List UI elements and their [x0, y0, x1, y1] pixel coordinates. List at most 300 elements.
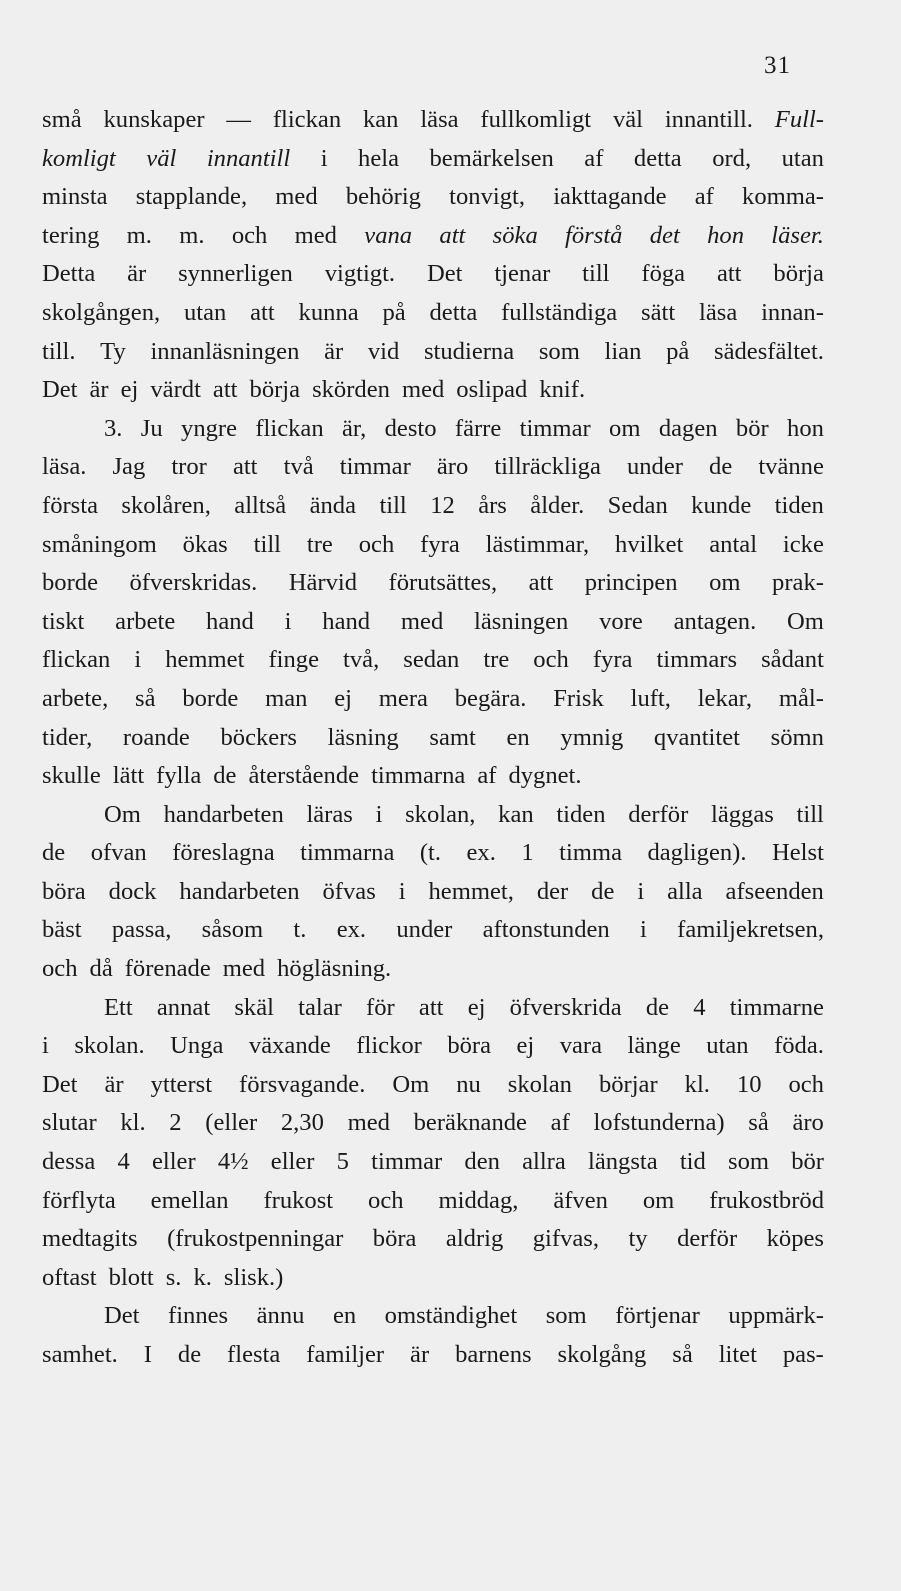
- word: komligt: [42, 144, 116, 172]
- word: äfven: [553, 1186, 608, 1214]
- word: skolgången,: [42, 298, 161, 326]
- word: böra: [372, 1225, 417, 1253]
- text-line: [42, 641, 824, 680]
- word: de: [177, 1341, 202, 1368]
- word: 3.: [104, 414, 123, 442]
- text-line: [42, 487, 824, 526]
- word: under: [396, 916, 453, 944]
- word: och: [42, 955, 78, 983]
- word: frukostbröd: [709, 1186, 824, 1214]
- word: läsa: [699, 298, 738, 326]
- word: i: [320, 144, 328, 172]
- word: sådant: [761, 646, 824, 674]
- word: timmarna: [300, 839, 395, 867]
- word: att: [232, 453, 258, 481]
- word: den: [464, 1148, 500, 1176]
- word: skörden: [312, 376, 390, 404]
- word: stapplande,: [135, 183, 248, 211]
- word: kl.: [120, 1109, 146, 1137]
- word: t.: [293, 916, 307, 944]
- word: kl.: [684, 1070, 710, 1098]
- word: till: [582, 260, 610, 288]
- word: timmar: [339, 453, 411, 481]
- word: tonvigt,: [449, 183, 525, 211]
- word: Det: [42, 376, 78, 404]
- word: tid: [679, 1148, 706, 1176]
- word: skulle: [42, 762, 101, 790]
- text-line: [42, 140, 824, 179]
- text-line: [42, 1259, 824, 1298]
- word: Om: [104, 800, 141, 828]
- word: hela: [358, 144, 399, 172]
- word: de: [213, 762, 237, 790]
- word: alltså: [234, 491, 287, 519]
- word: skolåren,: [121, 491, 211, 519]
- word: en: [506, 723, 530, 751]
- word: handarbeten: [179, 877, 300, 905]
- word: 5: [336, 1148, 349, 1176]
- word: gifvas,: [532, 1225, 600, 1253]
- word: finge: [268, 646, 320, 674]
- text-line: [42, 834, 824, 873]
- word: föga: [641, 260, 686, 288]
- word: begära.: [454, 684, 527, 712]
- word: om: [642, 1186, 675, 1214]
- text-line: [42, 101, 824, 140]
- word: familjer: [306, 1341, 385, 1368]
- word: läras: [306, 800, 353, 828]
- word: fyra: [420, 530, 460, 558]
- word: försvagande.: [239, 1070, 366, 1098]
- word: (frukostpenningar: [167, 1225, 344, 1253]
- word: och: [358, 530, 395, 558]
- text-line: [42, 1066, 824, 1105]
- word: lofstunderna): [593, 1109, 725, 1137]
- word: läsning: [327, 723, 399, 751]
- word: 4: [693, 993, 706, 1021]
- word: innan-: [761, 298, 824, 326]
- word: I: [143, 1341, 152, 1368]
- text-line: [42, 989, 824, 1028]
- word: sedan: [403, 646, 460, 674]
- word: frukost: [263, 1186, 334, 1214]
- word: som: [538, 337, 580, 365]
- word: roande: [122, 723, 190, 751]
- word: lekar,: [697, 684, 753, 712]
- word: föda.: [774, 1032, 824, 1060]
- word: läsa: [420, 106, 459, 133]
- word: bäst: [42, 916, 82, 944]
- word: växande: [248, 1032, 331, 1060]
- word: hand: [322, 607, 371, 635]
- text-line: [42, 564, 824, 603]
- word: tillräckliga: [494, 453, 601, 481]
- word: derför: [628, 800, 689, 828]
- word: eller: [151, 1148, 196, 1176]
- word: vara: [559, 1032, 603, 1060]
- body-text: [42, 101, 824, 1375]
- text-line: [42, 603, 824, 642]
- word: flickor: [356, 1032, 422, 1060]
- word: utan: [706, 1032, 749, 1060]
- word: 10: [736, 1070, 762, 1098]
- word: litet: [718, 1341, 757, 1368]
- word: Ett: [104, 993, 133, 1021]
- word: borde: [182, 684, 239, 712]
- word: äro: [436, 453, 469, 481]
- word: böra: [447, 1032, 492, 1060]
- word: antal: [709, 530, 758, 558]
- word: vid: [367, 337, 400, 365]
- word: flesta: [227, 1341, 281, 1368]
- word: samhet.: [42, 1341, 118, 1368]
- word: är: [127, 260, 147, 288]
- word: läser.: [771, 221, 824, 249]
- word: yngre: [181, 414, 238, 442]
- word: läsa.: [42, 453, 87, 481]
- word: lätt: [112, 762, 145, 790]
- word: som: [728, 1148, 769, 1176]
- word: längsta: [587, 1148, 658, 1176]
- word: och: [231, 221, 268, 249]
- word: medtagits: [42, 1225, 138, 1253]
- word: derför: [677, 1225, 738, 1253]
- text-line: [42, 526, 824, 565]
- word: ofvan: [90, 839, 147, 867]
- word: de: [645, 993, 670, 1021]
- word: ålder.: [530, 491, 585, 519]
- word: af: [477, 762, 497, 790]
- word: timmarne: [729, 993, 824, 1021]
- word: tiskt: [42, 607, 85, 635]
- word: hemmet: [165, 646, 245, 674]
- word: flickan: [42, 646, 111, 674]
- word: aftonstunden: [482, 916, 610, 944]
- word: Det: [42, 1070, 78, 1098]
- word: Ty: [100, 337, 126, 365]
- word: i: [284, 607, 292, 635]
- word: är: [410, 1341, 430, 1368]
- word: förenade: [124, 955, 211, 983]
- word: ytterst: [150, 1070, 213, 1098]
- word: 4: [117, 1148, 130, 1176]
- word: med: [401, 376, 445, 404]
- word: innantill.: [664, 106, 753, 133]
- word: är: [89, 376, 109, 404]
- word: tering: [42, 221, 100, 249]
- word: till.: [42, 337, 76, 365]
- word: Frisk: [553, 684, 604, 712]
- word: förstå: [565, 221, 623, 249]
- word: aldrig: [445, 1225, 504, 1253]
- word: barnens: [455, 1341, 532, 1368]
- word: ökas: [182, 530, 228, 558]
- word: timma: [559, 839, 622, 867]
- word: är,: [342, 414, 367, 442]
- word: flickan: [255, 414, 324, 442]
- word: tre: [306, 530, 333, 558]
- word: prak-: [772, 569, 824, 597]
- word: föreslagna: [172, 839, 275, 867]
- word: och: [533, 646, 569, 674]
- word: i: [375, 800, 383, 828]
- word: utan: [183, 298, 227, 326]
- word: förtjenar: [615, 1302, 700, 1330]
- text-line: [42, 911, 824, 950]
- word: att: [418, 993, 444, 1021]
- word: afseenden: [725, 877, 824, 905]
- word: första: [42, 491, 98, 519]
- word: de: [42, 839, 66, 867]
- text-line: [42, 950, 824, 989]
- word: så: [748, 1109, 769, 1137]
- word: uppmärk-: [728, 1302, 824, 1330]
- word: är: [104, 1070, 124, 1098]
- word: Det: [104, 1302, 140, 1330]
- word: böra: [42, 877, 86, 905]
- word: omständighet: [384, 1302, 518, 1330]
- word: slutar: [42, 1109, 97, 1137]
- text-line: [42, 178, 824, 217]
- word: nu: [456, 1070, 481, 1098]
- word: handarbeten: [163, 800, 284, 828]
- word: lian: [604, 337, 642, 365]
- text-line: [42, 448, 824, 487]
- word: i: [398, 877, 406, 905]
- word: Om: [392, 1070, 430, 1098]
- word: ex.: [466, 839, 496, 867]
- word: tvänne: [758, 453, 824, 481]
- word: att: [212, 376, 238, 404]
- word: emellan: [150, 1186, 229, 1214]
- text-line: [42, 217, 824, 256]
- word: synnerligen: [178, 260, 293, 288]
- word: som: [545, 1302, 587, 1330]
- word: lästimmar,: [485, 530, 590, 558]
- word: 2: [169, 1109, 182, 1137]
- word: med: [222, 955, 266, 983]
- word: k.: [193, 1263, 212, 1291]
- word: s.: [165, 1263, 182, 1291]
- word: de: [591, 877, 615, 905]
- word: tjenar: [494, 260, 551, 288]
- word: skolan.: [74, 1032, 145, 1060]
- word: med: [347, 1109, 390, 1137]
- word: af: [550, 1109, 570, 1137]
- word: söka: [492, 221, 538, 249]
- word: (eller: [205, 1109, 258, 1137]
- word: små: [42, 106, 82, 133]
- text-line: [42, 371, 824, 410]
- word: att: [528, 569, 554, 597]
- word: pas-: [782, 1341, 824, 1368]
- text-line: [42, 1027, 824, 1066]
- word: skolan,: [405, 800, 476, 828]
- word: middag,: [438, 1186, 519, 1214]
- word: med: [275, 183, 318, 211]
- word: samt: [429, 723, 476, 751]
- word: ty: [628, 1225, 648, 1253]
- word: förutsättes,: [388, 569, 498, 597]
- text-line: [42, 1182, 824, 1221]
- word: sömn: [770, 723, 824, 751]
- word: att: [250, 298, 275, 326]
- word: på: [382, 298, 406, 326]
- word: tider,: [42, 723, 93, 751]
- word: läsningen: [474, 607, 569, 635]
- word: med: [294, 221, 337, 249]
- word: detta: [429, 298, 478, 326]
- word: dock: [108, 877, 157, 905]
- word: sädesfältet.: [714, 337, 824, 365]
- word: allra: [522, 1148, 566, 1176]
- word: färre: [454, 414, 502, 442]
- word: (t.: [419, 839, 442, 867]
- word: fullständiga: [501, 298, 618, 326]
- word: mera: [378, 684, 428, 712]
- word: en: [332, 1302, 357, 1330]
- text-line: [42, 333, 824, 372]
- word: 1: [521, 839, 534, 867]
- word: ända: [309, 491, 357, 519]
- word: ej: [516, 1032, 535, 1060]
- word: ord,: [712, 144, 752, 172]
- word: m.: [179, 221, 205, 249]
- word: bemärkelsen: [429, 144, 554, 172]
- word: dessa: [42, 1148, 96, 1176]
- text-line: [42, 410, 824, 449]
- word: flickan: [272, 106, 342, 133]
- word: finnes: [168, 1302, 229, 1330]
- word: luft,: [630, 684, 671, 712]
- text-line: [42, 680, 824, 719]
- word: ej: [467, 993, 486, 1021]
- text-line: [42, 719, 824, 758]
- word: så: [135, 684, 156, 712]
- word: ex.: [336, 916, 367, 944]
- word: väl: [146, 144, 177, 172]
- word: minsta: [42, 183, 108, 211]
- word: dagen: [658, 414, 718, 442]
- word: tiden: [556, 800, 606, 828]
- word: börjar: [598, 1070, 658, 1098]
- word: vana: [364, 221, 413, 249]
- word: öfvas: [322, 877, 376, 905]
- word: beräknande: [413, 1109, 527, 1137]
- word: det: [649, 221, 680, 249]
- word: kunskaper: [103, 106, 205, 133]
- word: ymnig: [560, 723, 624, 751]
- word: två,: [343, 646, 380, 674]
- word: Det: [426, 260, 463, 288]
- word: återstående: [248, 762, 360, 790]
- text-line: [42, 255, 824, 294]
- text-line: [42, 1297, 824, 1336]
- word: eller: [270, 1148, 315, 1176]
- word: timmar: [371, 1148, 443, 1176]
- word: Helst: [771, 839, 824, 867]
- word: qvantitet: [653, 723, 740, 751]
- text-line: [42, 796, 824, 835]
- word: man: [265, 684, 308, 712]
- word: läggas: [711, 800, 774, 828]
- word: detta: [633, 144, 682, 172]
- word: i: [134, 646, 142, 674]
- word: Härvid: [288, 569, 358, 597]
- word: slisk.): [223, 1263, 284, 1291]
- word: mål-: [778, 684, 824, 712]
- word: om: [709, 569, 741, 597]
- word: 4½: [217, 1148, 249, 1176]
- word: värdt: [150, 376, 201, 404]
- word: icke: [782, 530, 824, 558]
- word: de: [709, 453, 733, 481]
- word: och: [368, 1186, 404, 1214]
- word: antagen.: [673, 607, 757, 635]
- word: är: [324, 337, 344, 365]
- word: timmars: [656, 646, 738, 674]
- word: af: [694, 183, 714, 211]
- word: oftast: [42, 1263, 97, 1291]
- word: såsom: [201, 916, 264, 944]
- word: vore: [599, 607, 643, 635]
- word: sätt: [641, 298, 676, 326]
- word: desto: [384, 414, 437, 442]
- word: Om: [787, 607, 824, 635]
- word: och: [788, 1070, 824, 1098]
- word: annat: [156, 993, 211, 1021]
- word: studierna: [423, 337, 515, 365]
- word: fylla: [156, 762, 202, 790]
- word: med: [400, 607, 444, 635]
- word: innanläsningen: [150, 337, 300, 365]
- word: till: [796, 800, 824, 828]
- word: af: [584, 144, 604, 172]
- word: hand: [206, 607, 254, 635]
- word: familjekretsen,: [677, 916, 824, 944]
- word: kan: [498, 800, 534, 828]
- word: tre: [483, 646, 510, 674]
- word: börja: [773, 260, 824, 288]
- word: timmar: [519, 414, 591, 442]
- word: länge: [627, 1032, 681, 1060]
- word: behörig: [345, 183, 421, 211]
- word: hvilket: [615, 530, 684, 558]
- word: borde: [42, 569, 98, 597]
- word: äro: [792, 1109, 824, 1137]
- word: tror: [171, 453, 207, 481]
- word: Sedan: [607, 491, 668, 519]
- word: för: [366, 993, 395, 1021]
- text-line: [42, 1143, 824, 1182]
- word: böckers: [220, 723, 297, 751]
- word: arbete: [115, 607, 176, 635]
- word: öfverskrida: [509, 993, 622, 1021]
- word: Full-: [774, 106, 824, 133]
- word: på: [666, 337, 690, 365]
- word: skäl: [234, 993, 274, 1021]
- word: köpes: [766, 1225, 824, 1253]
- word: hemmet,: [428, 877, 514, 905]
- word: der: [536, 877, 569, 905]
- word: arbete,: [42, 684, 109, 712]
- word: väl: [612, 106, 643, 133]
- word: komma-: [742, 183, 824, 211]
- word: års: [478, 491, 507, 519]
- word: alla: [667, 877, 703, 905]
- word: vigtigt.: [324, 260, 396, 288]
- page-number: 31: [764, 52, 791, 79]
